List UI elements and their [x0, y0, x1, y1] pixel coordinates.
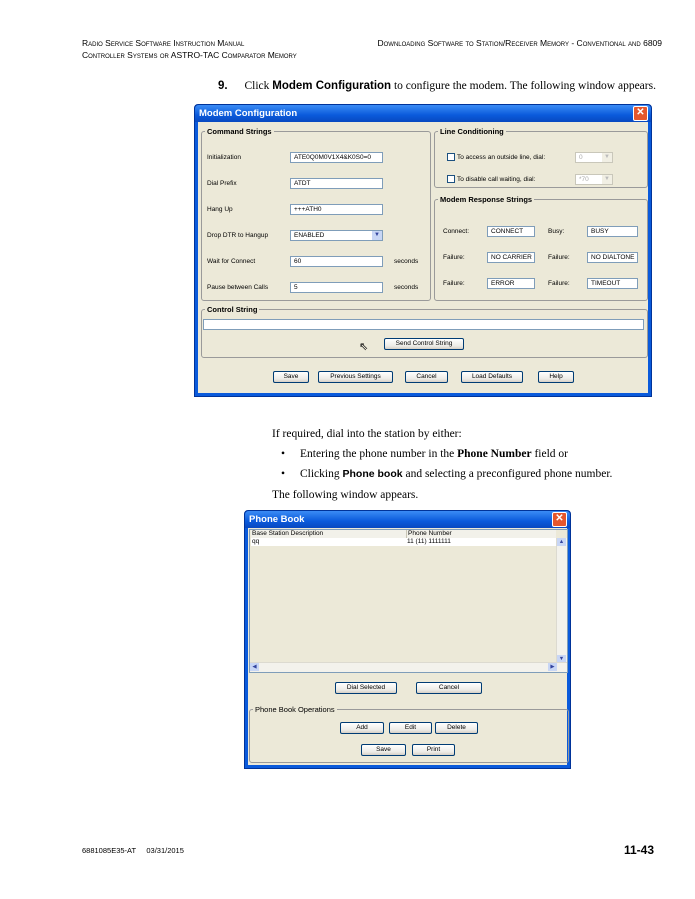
outside-line-label: To access an outside line, dial:: [457, 154, 546, 161]
edit-button[interactable]: Edit: [389, 722, 432, 734]
delete-button[interactable]: Delete: [435, 722, 478, 734]
vertical-scrollbar[interactable]: [556, 538, 567, 663]
dial-prefix-input[interactable]: ATDT: [290, 178, 383, 189]
failure-input-2[interactable]: NO DIALTONE: [587, 252, 638, 263]
outside-line-checkbox[interactable]: [447, 153, 455, 161]
hang-up-input[interactable]: +++ATH0: [290, 204, 383, 215]
bullet-icon: •: [281, 448, 286, 460]
print-button[interactable]: Print: [412, 744, 455, 756]
add-button[interactable]: Add: [340, 722, 384, 734]
column-header-phone[interactable]: Phone Number: [406, 530, 556, 539]
send-control-string-button[interactable]: Send Control String: [384, 338, 464, 350]
pause-between-calls-label: Pause between Calls: [207, 284, 269, 291]
modem-configuration-window: [194, 104, 652, 397]
modem-response-legend: Modem Response Strings: [440, 195, 533, 204]
column-header-description[interactable]: Base Station Description: [251, 530, 407, 539]
bullet-phone-book: [281, 468, 613, 480]
save-button[interactable]: Save: [273, 371, 309, 383]
busy-label: Busy:: [548, 228, 565, 235]
following-window-paragraph: The following window appears.: [272, 489, 419, 501]
failure-input-4[interactable]: TIMEOUT: [587, 278, 638, 289]
modem-client-area: [198, 122, 648, 393]
wait-for-connect-label: Wait for Connect: [207, 258, 256, 265]
call-waiting-value: *70: [579, 176, 589, 183]
step-text-post: to configure the modem. The following window appears.: [393, 80, 656, 92]
call-waiting-select[interactable]: [575, 174, 613, 185]
section-title: Downloading Software to Station/Receiver Memory - Conventional and 6809: [377, 38, 662, 48]
cancel-button[interactable]: Cancel: [416, 682, 482, 694]
outside-line-select[interactable]: [575, 152, 613, 163]
scroll-up-icon[interactable]: ▲: [558, 539, 565, 545]
scroll-right-icon[interactable]: ▶: [548, 663, 557, 671]
chevron-down-icon[interactable]: ▼: [602, 175, 612, 184]
close-icon[interactable]: ✕: [552, 512, 567, 527]
bullet-icon: •: [281, 468, 286, 480]
line-conditioning-legend: Line Conditioning: [440, 127, 504, 136]
connect-label: Connect:: [443, 228, 470, 235]
control-string-input[interactable]: [203, 319, 644, 330]
phonebook-window-title: Phone Book: [249, 514, 305, 525]
dial-selected-button[interactable]: Dial Selected: [335, 682, 397, 694]
dial-prefix-label: Dial Prefix: [207, 180, 237, 187]
phone-book-operations-legend: Phone Book Operations: [255, 705, 335, 714]
bullet2-text-strong: Phone book: [342, 468, 403, 480]
scroll-left-icon[interactable]: ◀: [250, 663, 259, 671]
drop-dtr-value: ENABLED: [294, 232, 325, 239]
step-9: [218, 80, 656, 92]
help-button[interactable]: Help: [538, 371, 574, 383]
scroll-down-icon[interactable]: ▼: [558, 656, 565, 662]
bullet1-text-pre: Entering the phone number in the: [300, 448, 455, 460]
initialization-input[interactable]: ATE0Q0M0V1X4&K0S0=0: [290, 152, 383, 163]
section-title-continued: Controller Systems or ASTRO-TAC Comparator Memory: [82, 50, 297, 60]
hang-up-label: Hang Up: [207, 206, 233, 213]
busy-input[interactable]: BUSY: [587, 226, 638, 237]
failure-input-3[interactable]: ERROR: [487, 278, 535, 289]
phone-book-table: [249, 529, 568, 673]
previous-settings-button[interactable]: Previous Settings: [318, 371, 393, 383]
phone-book-window: [244, 510, 571, 769]
control-string-legend: Control String: [207, 305, 258, 314]
control-string-group: [201, 305, 648, 358]
bullet1-text-strong: Phone Number: [457, 448, 532, 460]
failure-label-4: Failure:: [548, 280, 570, 287]
page-header: [82, 37, 662, 61]
phonebook-title-bar: [245, 511, 570, 528]
failure-label-2: Failure:: [548, 254, 570, 261]
horizontal-scrollbar[interactable]: [250, 662, 567, 672]
outside-line-value: 0: [579, 154, 583, 161]
close-icon[interactable]: ✕: [633, 106, 648, 121]
initialization-label: Initialization: [207, 154, 241, 161]
instruction-paragraph: If required, dial into the station by either:: [272, 428, 462, 440]
step-text-pre: Click: [244, 80, 270, 92]
modem-window-title: Modem Configuration: [199, 108, 298, 119]
pause-between-calls-input[interactable]: 5: [290, 282, 383, 293]
failure-label-1: Failure:: [443, 254, 465, 261]
pause-unit-label: seconds: [394, 284, 419, 291]
manual-title: Radio Service Software Instruction Manual: [82, 38, 245, 48]
bullet2-text-pre: Clicking: [300, 468, 340, 480]
row-description: qq: [252, 538, 260, 545]
load-defaults-button[interactable]: Load Defaults: [461, 371, 523, 383]
footer-page-number: 11-43: [624, 843, 655, 857]
drop-dtr-label: Drop DTR to Hangup: [207, 232, 269, 239]
failure-label-3: Failure:: [443, 280, 465, 287]
mouse-cursor-icon: ⇖: [359, 341, 369, 353]
save-button[interactable]: Save: [361, 744, 406, 756]
connect-input[interactable]: CONNECT: [487, 226, 535, 237]
command-strings-legend: Command Strings: [207, 127, 272, 136]
bullet1-text-post: field or: [534, 448, 568, 460]
cancel-button[interactable]: Cancel: [405, 371, 448, 383]
wait-unit-label: seconds: [394, 258, 419, 265]
bullet-phone-number: [281, 448, 568, 460]
step-number: 9.: [218, 80, 228, 92]
call-waiting-label: To disable call waiting, dial:: [457, 176, 536, 183]
chevron-down-icon[interactable]: ▼: [602, 153, 612, 162]
row-phone-number: 11 (11) 1111111: [407, 538, 451, 545]
call-waiting-checkbox[interactable]: [447, 175, 455, 183]
failure-input-1[interactable]: NO CARRIER: [487, 252, 535, 263]
phonebook-client-area: [248, 528, 567, 765]
table-row[interactable]: [251, 538, 556, 546]
bullet2-text-post: and selecting a preconfigured phone number.: [405, 468, 613, 480]
phone-book-operations-group: [249, 705, 569, 763]
footer-doc-number: 6881085E35-AT 03/31/2015: [82, 846, 184, 855]
step-text-strong: Modem Configuration: [272, 80, 392, 92]
wait-for-connect-input[interactable]: 60: [290, 256, 383, 267]
chevron-down-icon[interactable]: ▼: [372, 231, 382, 240]
drop-dtr-select[interactable]: [290, 230, 383, 241]
modem-title-bar: [195, 105, 651, 122]
